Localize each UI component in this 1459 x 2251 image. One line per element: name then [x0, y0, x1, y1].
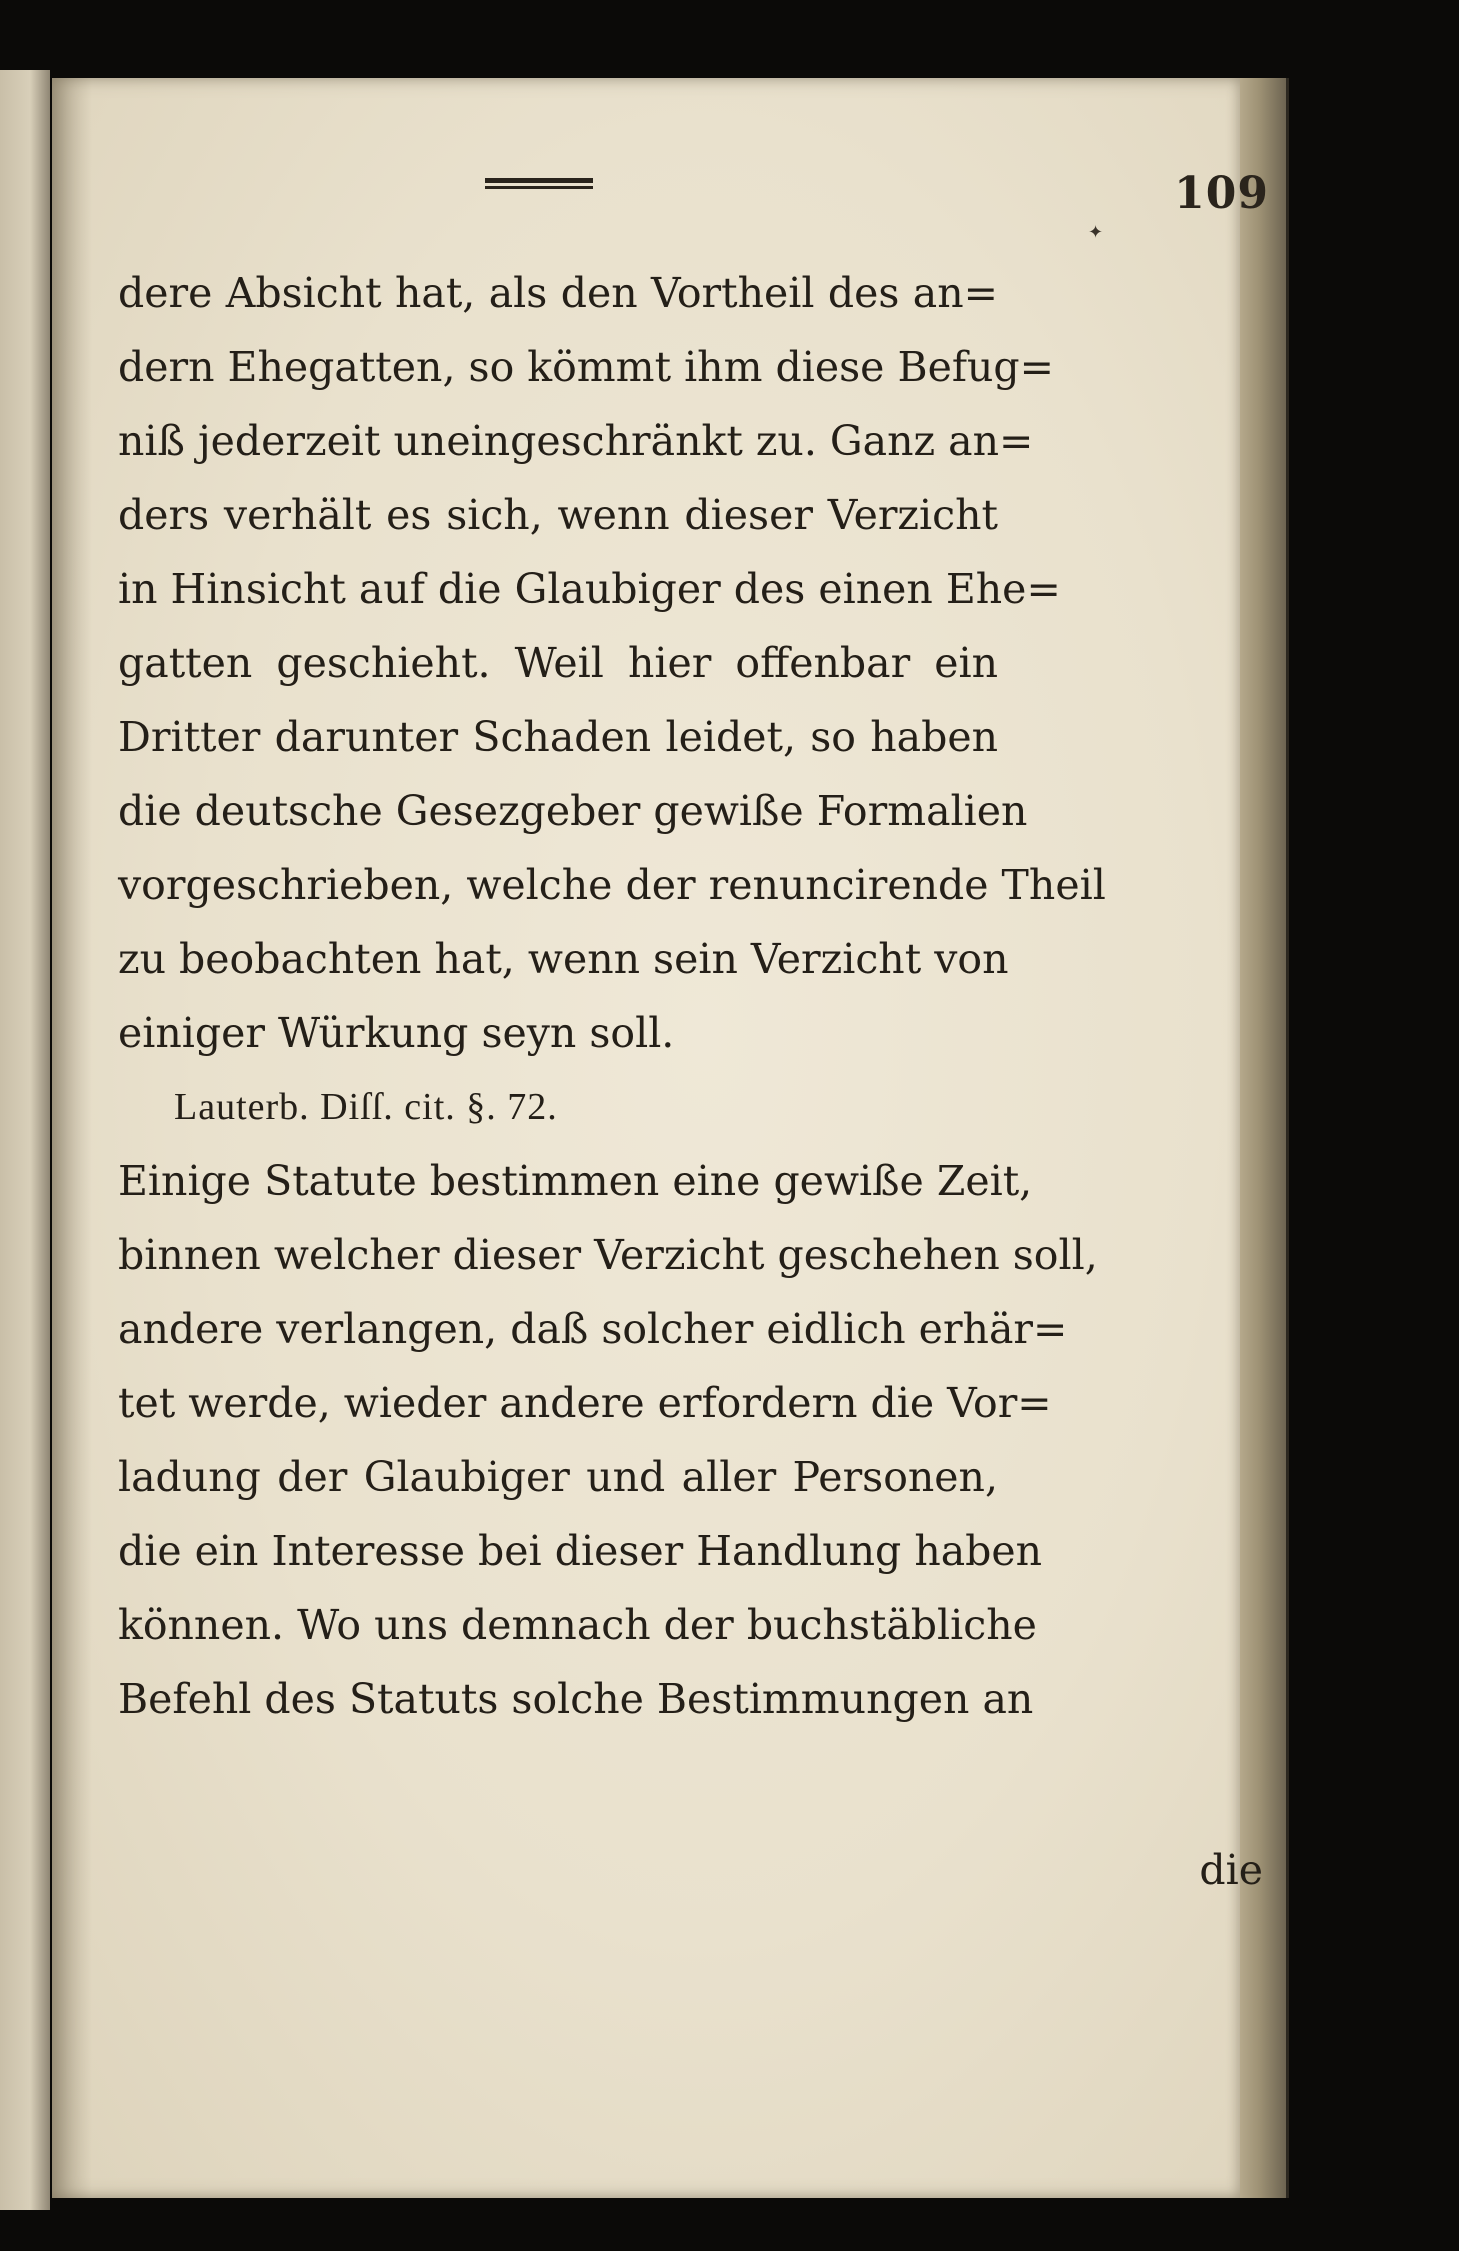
facing-page-edge: [0, 70, 50, 2210]
ink-mark: ✦: [1088, 222, 1104, 243]
text-line: Befehl des Statuts solche Bestimmungen an: [118, 1675, 1034, 1723]
catchword: die: [1199, 1846, 1263, 1894]
gutter-shadow: [52, 78, 92, 2198]
text-line: dern Ehegatten, so kömmt ihm diese Befug=: [118, 343, 1055, 391]
header-rule: [485, 178, 593, 189]
text-line: vorgeschrieben, welche der renuncirende Theil: [118, 861, 1106, 909]
citation: Lauterb. Diſſ. cit. §. 72.: [174, 1086, 558, 1128]
text-line: können. Wo uns demnach der buchstäbliche: [118, 1601, 1037, 1649]
text-line: gatten geschieht. Weil hier offenbar ein: [118, 639, 998, 687]
text-line: die deutsche Gesezgeber gewiße Formalien: [118, 787, 1028, 835]
page-number: 109: [1174, 168, 1269, 219]
text-line: niß jederzeit uneingeschränkt zu. Ganz an=: [118, 417, 1034, 465]
text-line: Dritter darunter Schaden leidet, so haben: [118, 713, 998, 761]
text-line: dere Absicht hat, als den Vortheil des an=: [118, 269, 998, 317]
text-line: zu beobachten hat, wenn sein Verzicht von: [118, 935, 1009, 983]
body-text: [118, 256, 1106, 1736]
text-line: die ein Interesse bei dieser Handlung haben: [118, 1527, 1043, 1575]
text-line: ladung der Glaubiger und aller Personen,: [118, 1453, 998, 1501]
text-line: ders verhält es sich, wenn dieser Verzicht: [118, 491, 998, 539]
text-line: einiger Würkung seyn soll.: [118, 1009, 675, 1057]
text-line: andere verlangen, daß solcher eidlich erhär=: [118, 1305, 1068, 1353]
text-line: tet werde, wieder andere erfordern die Vor=: [118, 1379, 1052, 1427]
text-line: binnen welcher dieser Verzicht geschehen soll,: [118, 1231, 1098, 1279]
text-line: in Hinsicht auf die Glaubiger des einen Ehe=: [118, 565, 1061, 613]
text-line: Einige Statute bestimmen eine gewiße Zeit,: [118, 1157, 1033, 1205]
